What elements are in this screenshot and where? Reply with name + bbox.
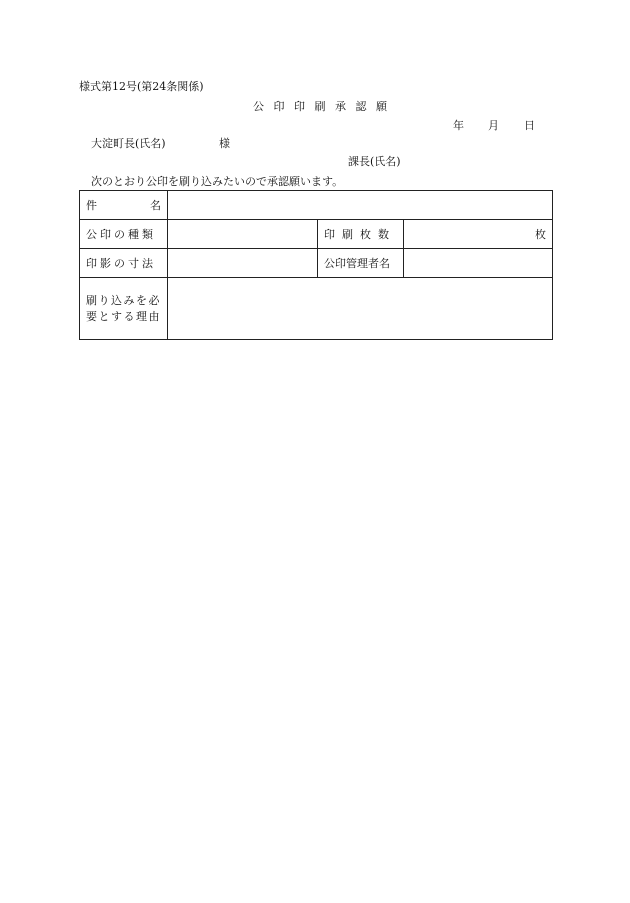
date-day-label: 日 xyxy=(524,119,535,132)
request-statement: 次のとおり公印を刷り込みたいので承認願います。 xyxy=(91,175,344,188)
reason-label: 刷り込みを必要とする理由 xyxy=(86,293,161,323)
seal-size-label-cell xyxy=(80,249,168,278)
print-count-unit: 枚 xyxy=(535,227,547,241)
application-form-table xyxy=(79,190,553,340)
date-month-label: 月 xyxy=(488,119,499,132)
reason-value-field[interactable] xyxy=(168,278,553,340)
subject-label-char-1: 件 xyxy=(86,198,97,212)
table-row xyxy=(80,191,553,220)
table-row xyxy=(80,220,553,249)
document-title: 公 印 印 刷 承 認 願 xyxy=(253,100,390,113)
print-count-label-cell xyxy=(318,220,404,249)
subject-label-char-2: 名 xyxy=(150,198,161,212)
subject-label-cell xyxy=(80,191,168,220)
honorific-label: 様 xyxy=(219,137,230,150)
seal-type-value-field[interactable] xyxy=(168,220,318,249)
seal-type-label-cell xyxy=(80,220,168,249)
seal-manager-label-cell xyxy=(318,249,404,278)
table-row xyxy=(80,249,553,278)
print-count-label: 印刷枚数 xyxy=(324,227,396,241)
table-row xyxy=(80,278,553,340)
form-number: 様式第12号(第24条関係) xyxy=(79,80,204,93)
print-count-value-field[interactable] xyxy=(404,220,553,249)
seal-type-label: 公印の種類 xyxy=(86,227,156,241)
addressee-label: 大淀町長(氏名) xyxy=(91,137,166,150)
seal-manager-value-field[interactable] xyxy=(404,249,553,278)
seal-size-label: 印影の寸法 xyxy=(86,256,156,270)
applicant-label: 課長(氏名) xyxy=(348,155,401,168)
date-year-label: 年 xyxy=(453,119,464,132)
seal-manager-label: 公印管理者名 xyxy=(324,256,390,270)
seal-size-value-field[interactable] xyxy=(168,249,318,278)
subject-value-field[interactable] xyxy=(168,191,553,220)
reason-label-cell xyxy=(80,278,168,340)
